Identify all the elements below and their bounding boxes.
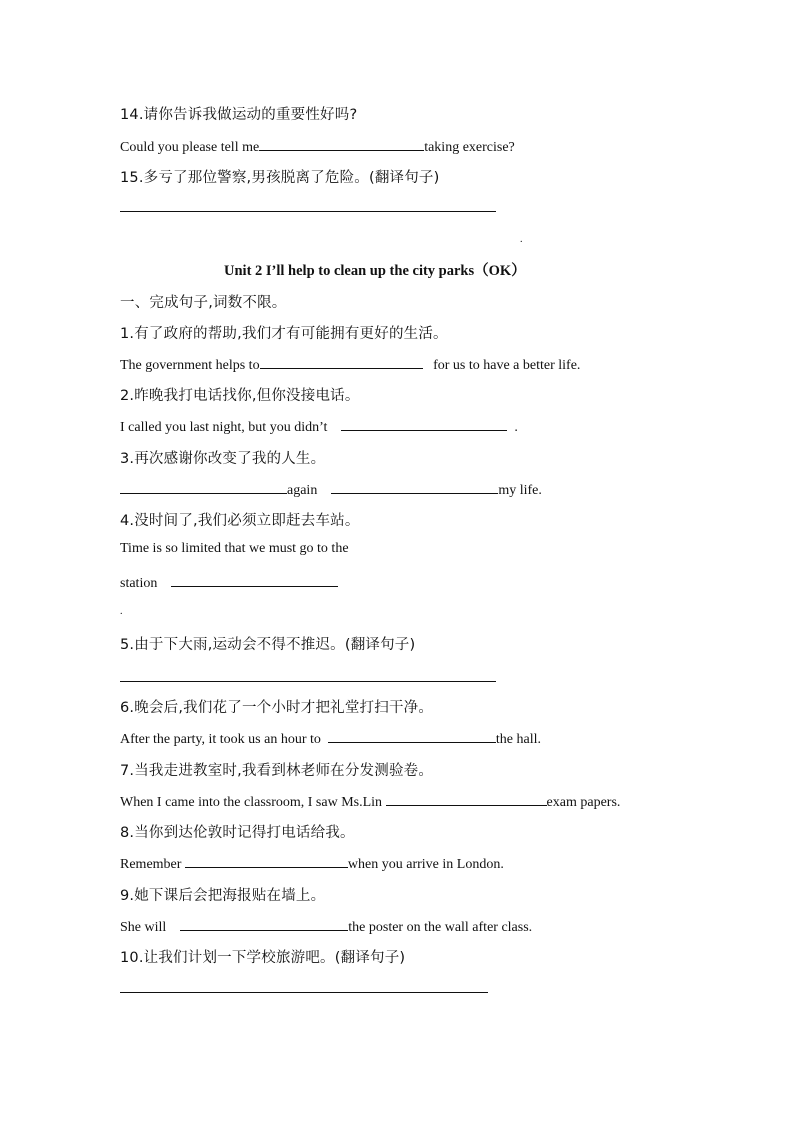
q14-chinese: 14.请你告诉我做运动的重要性好吗? — [120, 107, 358, 123]
q3-blank-2[interactable] — [331, 479, 498, 494]
q8-text-b: when you arrive in London. — [347, 857, 504, 872]
q4-blank[interactable] — [171, 572, 338, 587]
q5-answer-line[interactable] — [120, 681, 496, 682]
q1-english — [120, 354, 580, 374]
q7-english — [120, 791, 620, 811]
q7-blank[interactable] — [386, 791, 547, 806]
q1-text-b: for us to have a better life. — [433, 358, 581, 373]
q1-text-a: The government helps to — [120, 358, 260, 373]
q7-text-a: When I came into the classroom, I saw Ms.Lin — [120, 795, 383, 810]
q3-text-a: again — [287, 483, 318, 498]
section-heading: 一、完成句子,词数不限。 — [120, 295, 287, 311]
q8-chinese: 8.当你到达伦敦时记得打电话给我。 — [120, 825, 355, 841]
q3-blank-1[interactable] — [120, 479, 287, 494]
q3-english — [120, 479, 542, 499]
q9-english — [120, 916, 532, 936]
stray-dot-2: . — [120, 606, 123, 617]
q2-text-b: . — [514, 420, 518, 435]
q8-blank[interactable] — [185, 853, 348, 868]
q1-blank[interactable] — [260, 354, 423, 369]
q9-text-a: She will — [120, 920, 167, 935]
q7-chinese: 7.当我走进教室时,我看到林老师在分发测验卷。 — [120, 763, 434, 779]
q10-answer-line[interactable] — [120, 992, 488, 993]
q9-chinese: 9.她下课后会把海报贴在墙上。 — [120, 888, 326, 904]
q6-english — [120, 728, 541, 748]
q14-text-a: Could you please tell me — [120, 140, 260, 155]
q3-text-b: my life. — [498, 483, 542, 498]
q15-chinese: 15.多亏了那位警察,男孩脱离了危险。(翻译句子) — [120, 170, 440, 186]
stray-dot: . — [520, 234, 523, 245]
q14-text-b: taking exercise? — [424, 140, 515, 155]
q8-text-a: Remember — [120, 857, 182, 872]
q9-text-b: the poster on the wall after class. — [348, 920, 533, 935]
q6-text-a: After the party, it took us an hour to — [120, 732, 321, 747]
q4-text-b: station — [120, 576, 158, 591]
q7-text-b: exam papers. — [546, 795, 621, 810]
q4-english-line2 — [120, 572, 338, 592]
q14-english — [120, 136, 515, 156]
q5-chinese: 5.由于下大雨,运动会不得不推迟。(翻译句子) — [120, 637, 416, 653]
q2-text-a: I called you last night, but you didn’t — [120, 420, 328, 435]
q2-chinese: 2.昨晚我打电话找你,但你没接电话。 — [120, 388, 360, 404]
q6-chinese: 6.晚会后,我们花了一个小时才把礼堂打扫干净。 — [120, 700, 434, 716]
q4-english-line1: Time is so limited that we must go to the — [120, 541, 349, 556]
q8-english — [120, 853, 504, 873]
q15-answer-line[interactable] — [120, 211, 496, 212]
q14-blank[interactable] — [259, 136, 424, 151]
q3-chinese: 3.再次感谢你改变了我的人生。 — [120, 451, 326, 467]
q4-chinese: 4.没时间了,我们必须立即赶去车站。 — [120, 513, 360, 529]
q9-blank[interactable] — [180, 916, 348, 931]
q10-chinese: 10.让我们计划一下学校旅游吧。(翻译句子) — [120, 950, 406, 966]
q2-blank[interactable] — [341, 416, 507, 431]
q2-english — [120, 416, 518, 436]
q6-text-b: the hall. — [495, 732, 541, 747]
q1-chinese: 1.有了政府的帮助,我们才有可能拥有更好的生活。 — [120, 326, 448, 342]
unit-title: Unit 2 I’ll help to clean up the city parks（OK） — [224, 263, 526, 279]
q6-blank[interactable] — [328, 728, 496, 743]
